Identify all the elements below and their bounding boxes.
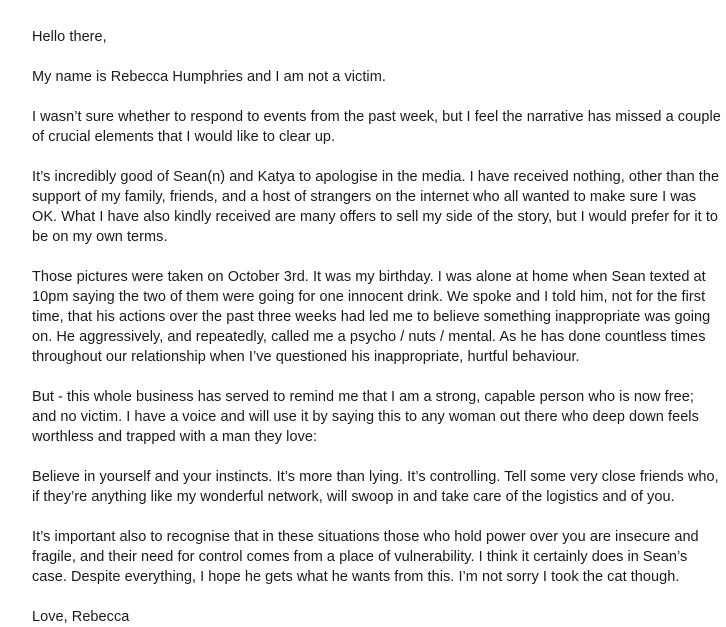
paragraph-believe: Believe in yourself and your instincts. It’s more than lying. It’s controlling. Tell some very close friends who, if they’re anything like my wonderful network, will swoop in and take care of the logistics and of you. — [32, 469, 719, 505]
paragraph-apology: It’s incredibly good of Sean(n) and Katya to apologise in the media. I have received nothing, other than the support of my family, friends, and a host of strangers on the internet who all wanted to make sure I was OK. What I have also kindly received are many offers to sell my side of the story, but I would prefer for it to be on my own terms. — [32, 169, 720, 245]
greeting: Hello there, — [32, 29, 107, 45]
signoff: Love, Rebecca — [32, 609, 130, 625]
paragraph-intro: My name is Rebecca Humphries and I am not a victim. — [32, 69, 386, 85]
letter-body — [32, 27, 722, 627]
paragraph-power: It’s important also to recognise that in these situations those who hold power over you are insecure and fragile, and their need for control comes from a place of vulnerability. I think it certainly does in Sean’s case. Despite everything, I hope he gets what he wants from this. I’m not sorry I took the cat though. — [32, 529, 699, 585]
paragraph-strong: But - this whole business has served to remind me that I am a strong, capable person who is now free; and no victim. I have a voice and will use it by saying this to any woman out there who deep down feels worthless and trapped with a man they love: — [32, 389, 699, 445]
paragraph-pictures: Those pictures were taken on October 3rd. It was my birthday. I was alone at home when Sean texted at 10pm saying the two of them were going for one innocent drink. We spoke and I told him, not for the first time, that his actions over the past three weeks had led me to believe something inappropriate was going on. He aggressively, and repeatedly, called me a psycho / nuts / mental. As he has done countless times throughout our relationship when I’ve questioned his inappropriate, hurtful behaviour. — [32, 269, 711, 365]
paragraph-respond: I wasn’t sure whether to respond to events from the past week, but I feel the narrative has missed a couple of crucial elements that I would like to clear up. — [32, 109, 721, 145]
